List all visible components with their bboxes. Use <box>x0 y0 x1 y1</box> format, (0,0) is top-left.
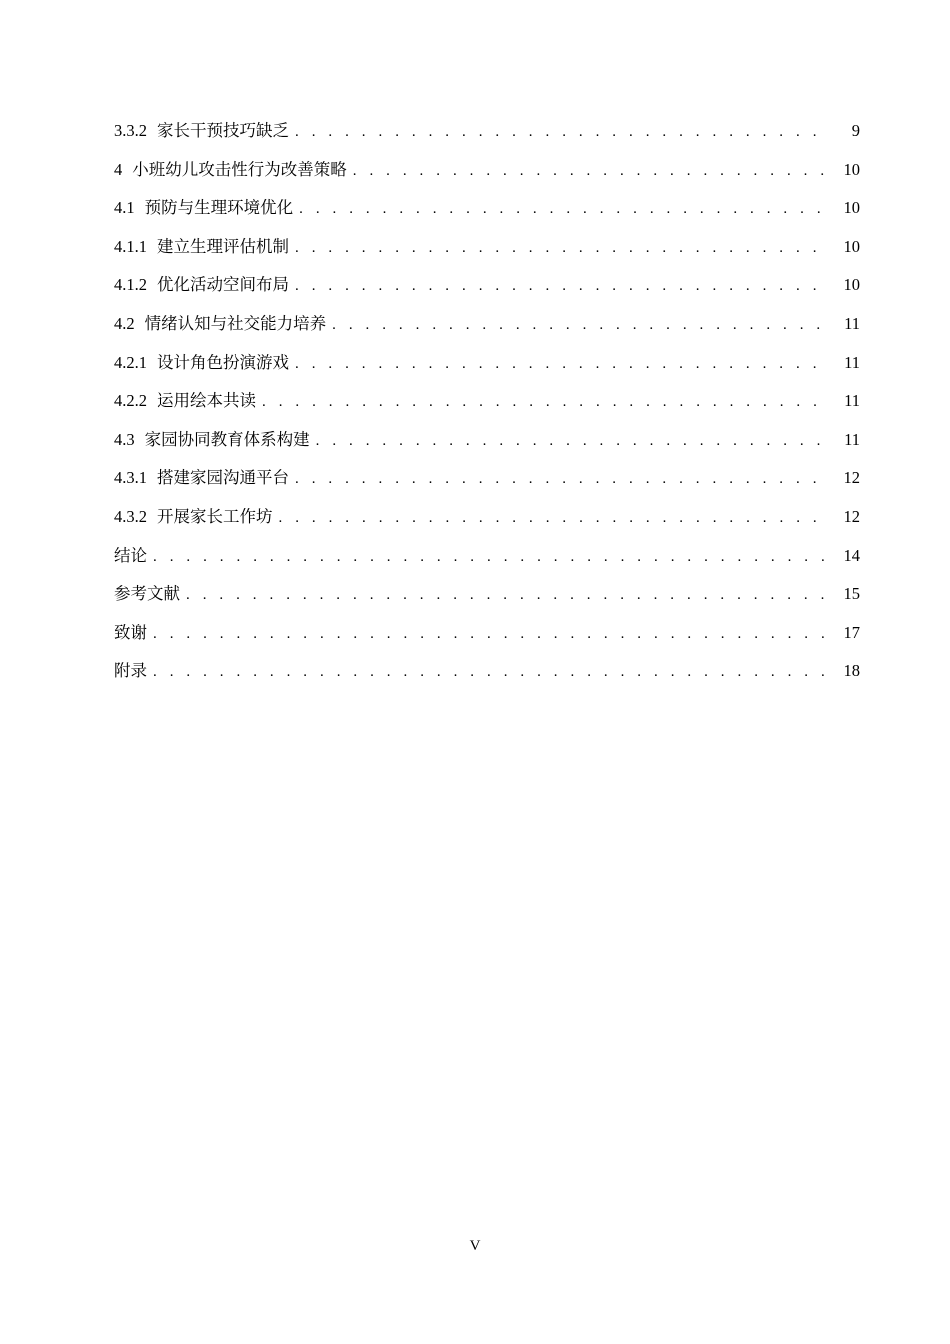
toc-entry[interactable] <box>114 156 860 195</box>
toc-entry-page: 9 <box>851 121 860 140</box>
toc-entry-number: 4.2.1 <box>114 352 147 372</box>
toc-entry-title: 情绪认知与社交能力培养 <box>144 313 327 333</box>
toc-dot-leader <box>153 658 826 686</box>
toc-entry-number: 4.2 <box>114 313 135 333</box>
toc-entry-number: 4.1 <box>114 198 135 218</box>
toc-entry-title: 运用绘本共读 <box>157 391 256 411</box>
toc-entry-page: 11 <box>844 352 860 372</box>
toc-entry-title: 小班幼儿攻击性行为改善策略 <box>132 159 347 179</box>
toc-entry-label <box>114 156 353 184</box>
toc-entry-title: 结论 <box>114 545 147 565</box>
toc-entry-title: 搭建家园沟通平台 <box>157 468 289 488</box>
toc-entry-title: 开展家长工作坊 <box>157 506 273 526</box>
toc-entry[interactable] <box>114 117 860 156</box>
toc-entry-label <box>114 619 153 647</box>
toc-entry[interactable] <box>114 542 860 581</box>
toc-entry-label <box>114 271 295 299</box>
toc-entry[interactable] <box>114 580 860 619</box>
toc-entry-number: 4.3 <box>114 429 135 449</box>
toc-entry[interactable] <box>114 464 860 503</box>
toc-entry-title: 设计角色扮演游戏 <box>157 352 289 372</box>
toc-entry-page: 17 <box>843 622 860 642</box>
toc-entry-title: 优化活动空间布局 <box>157 275 289 295</box>
toc-entry-label <box>114 117 295 145</box>
toc-dot-leader <box>153 620 826 648</box>
toc-entry-number: 4.1.1 <box>114 236 147 256</box>
toc-entry-page: 10 <box>843 198 860 218</box>
toc-dot-leader <box>353 157 826 185</box>
toc-dot-leader <box>262 388 826 416</box>
toc-entry-label <box>114 657 153 685</box>
toc-entry-page: 11 <box>844 429 860 449</box>
toc-entry[interactable] <box>114 503 860 542</box>
toc-entry-page: 14 <box>843 545 860 565</box>
toc-entry-title: 附录 <box>114 661 147 681</box>
toc-dot-leader <box>295 234 826 262</box>
toc-entry[interactable] <box>114 310 860 349</box>
toc-entry-page: 12 <box>843 506 860 526</box>
toc-dot-leader <box>295 118 826 146</box>
toc-entry[interactable] <box>114 349 860 388</box>
toc-entry-title: 家园协同教育体系构建 <box>144 429 310 449</box>
toc-entry-title: 致谢 <box>114 622 147 642</box>
toc-entry-number: 4.2.2 <box>114 391 147 411</box>
toc-entry-label <box>114 310 332 338</box>
toc-entry-number: 4.1.2 <box>114 275 147 295</box>
toc-entry-page: 18 <box>843 661 860 681</box>
toc-entry-page: 11 <box>844 391 860 411</box>
toc-entry[interactable] <box>114 271 860 310</box>
toc-entry[interactable] <box>114 194 860 233</box>
toc-entry[interactable] <box>114 233 860 272</box>
toc-entry-number: 4.3.1 <box>114 468 147 488</box>
toc-entry[interactable] <box>114 619 860 658</box>
toc-dot-leader <box>295 272 826 300</box>
toc-dot-leader <box>332 311 826 339</box>
toc-entry-label <box>114 464 295 492</box>
toc-entry[interactable] <box>114 426 860 465</box>
toc-dot-leader <box>316 427 826 455</box>
toc-entry-page: 10 <box>843 275 860 295</box>
toc-entry-page: 12 <box>843 468 860 488</box>
table-of-contents <box>114 117 860 699</box>
toc-entry-label <box>114 503 279 531</box>
toc-dot-leader <box>299 195 826 223</box>
toc-entry-page: 15 <box>843 584 860 604</box>
toc-entry-label <box>114 233 295 261</box>
toc-entry-title: 预防与生理环境优化 <box>144 198 294 218</box>
toc-dot-leader <box>279 504 827 532</box>
toc-entry-label <box>114 542 153 570</box>
toc-entry-label <box>114 387 262 415</box>
toc-entry-label <box>114 349 295 377</box>
toc-entry-number: 3.3.2 <box>114 121 147 140</box>
page-number: V <box>469 1238 481 1254</box>
toc-dot-leader <box>186 581 826 609</box>
toc-entry-label <box>114 580 186 608</box>
toc-entry-page: 10 <box>843 159 860 179</box>
toc-entry-title: 参考文献 <box>114 584 180 604</box>
toc-dot-leader <box>295 350 826 378</box>
toc-entry-label <box>114 426 316 454</box>
toc-entry-title: 家长干预技巧缺乏 <box>157 121 289 140</box>
toc-entry-title: 建立生理评估机制 <box>157 236 289 256</box>
toc-entry-number: 4 <box>114 159 123 179</box>
toc-entry-number: 4.3.2 <box>114 506 147 526</box>
toc-dot-leader <box>295 465 826 493</box>
toc-entry-page: 11 <box>844 313 860 333</box>
toc-dot-leader <box>153 543 826 571</box>
toc-entry-label <box>114 194 299 222</box>
toc-entry-page: 10 <box>843 236 860 256</box>
toc-entry[interactable] <box>114 387 860 426</box>
toc-entry[interactable] <box>114 657 860 699</box>
